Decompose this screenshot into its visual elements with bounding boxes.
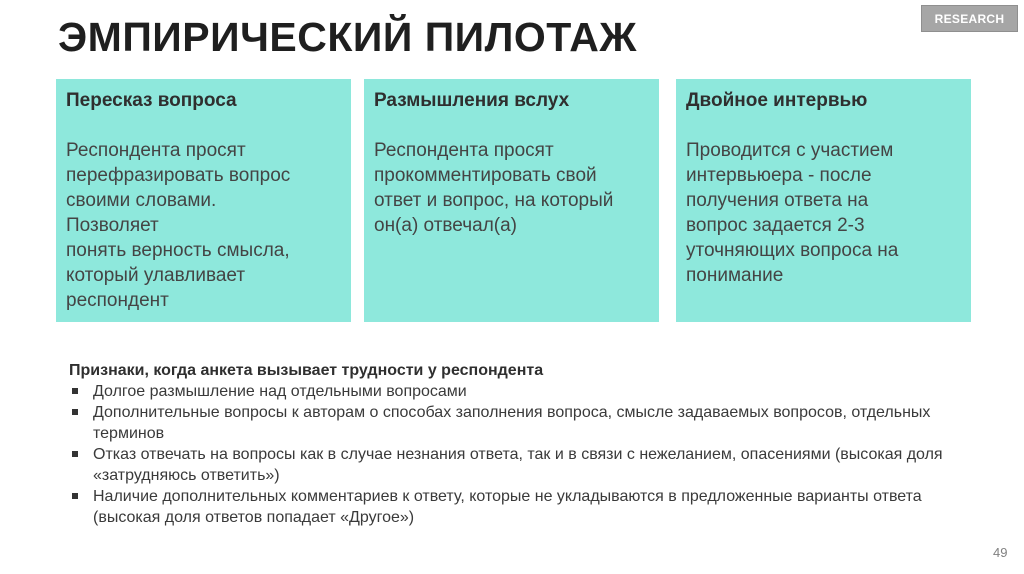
card-title: Пересказ вопроса <box>66 90 237 111</box>
slide-title: ЭМПИРИЧЕСКИЙ ПИЛОТАЖ <box>58 14 637 60</box>
list-item: Отказ отвечать на вопросы как в случае незнания ответа, так и в связи с нежеланием, опасениями (высокая доля «затрудняюсь ответить») <box>69 444 969 486</box>
list-item: Долгое размышление над отдельными вопросами <box>69 381 969 402</box>
page-number: 49 <box>993 545 1008 560</box>
card-think-aloud <box>364 79 659 322</box>
card-text: Проводится с участием интервьюера - после получения ответа на вопрос задается 2-3 уточняющих вопроса на понимание <box>686 140 899 286</box>
research-badge: RESEARCH <box>921 5 1018 32</box>
signs-list <box>69 381 969 528</box>
card-title: Размышления вслух <box>374 90 570 111</box>
difficulty-signs <box>69 360 969 528</box>
list-item: Наличие дополнительных комментариев к ответу, которые не укладываются в предложенные варианты ответа (высокая доля ответов попадает «Другое») <box>69 486 969 528</box>
card-text: Респондента просят прокомментировать свой ответ и вопрос, на который он(а) отвечал(а) <box>374 140 614 236</box>
list-item: Дополнительные вопросы к авторам о способах заполнения вопроса, смысле задаваемых вопросов, отдельных терминов <box>69 402 969 444</box>
card-text: Респондента просят перефразировать вопрос своими словами. Позволяет понять верность смысла, который улавливает респондент <box>66 140 291 311</box>
card-title: Двойное интервью <box>686 90 868 111</box>
card-double-interview <box>676 79 971 322</box>
card-paraphrase <box>56 79 351 322</box>
signs-title: Признаки, когда анкета вызывает трудности у респондента <box>69 362 544 379</box>
